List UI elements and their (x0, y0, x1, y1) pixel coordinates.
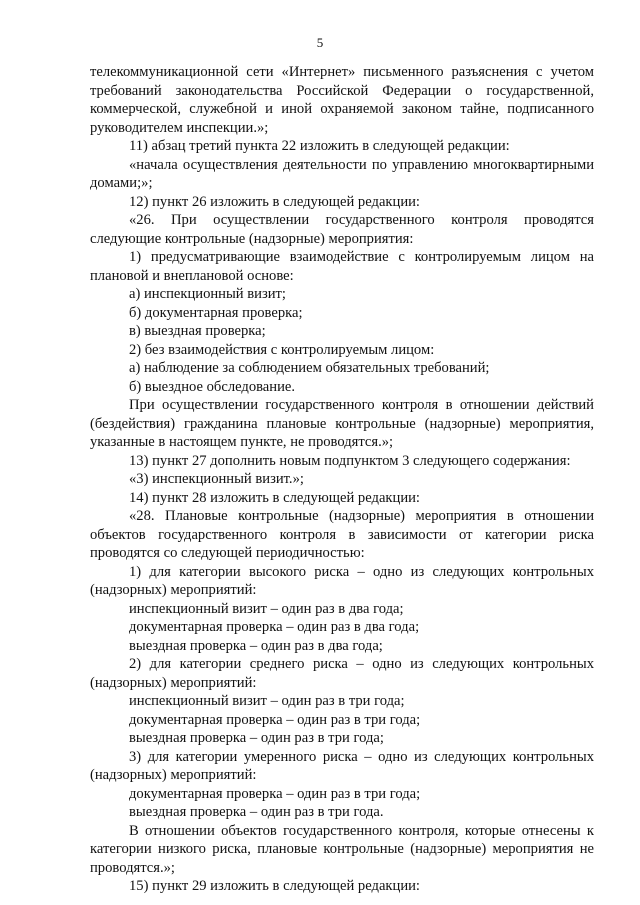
paragraph: 2) без взаимодействия с контролируемым лицом: (129, 341, 435, 358)
paragraph: «28. Плановые контрольные (надзорные) мероприятия в отношении объектов государственного контроля в зависимости от категории риска проводятся со следующей периодичностью: (90, 508, 594, 561)
paragraph: документарная проверка – один раз в три года; (129, 785, 421, 802)
page-number: 5 (316, 35, 324, 50)
paragraph: а) наблюдение за соблюдением обязательных требований; (129, 360, 490, 376)
paragraph: При осуществлении государственного контроля в отношении действий (бездействия) гражданина плановые контрольные (надзорные) мероприятия, указанные в настоящем пункте, не проводятся.»; (90, 397, 594, 450)
paragraph: «начала осуществления деятельности по управлению многоквартирными домами;»; (90, 156, 594, 191)
paragraph: 1) для категории высокого риска – одно из следующих контрольных (надзорных) мероприятий: (90, 563, 594, 598)
paragraph: в) выездная проверка; (129, 323, 266, 339)
paragraph: 12) пункт 26 изложить в следующей редакции: (129, 193, 420, 210)
paragraph: 11) абзац третий пункта 22 изложить в следующей редакции: (129, 138, 510, 154)
paragraph: выездная проверка – один раз в два года; (129, 637, 383, 654)
paragraph: 14) пункт 28 изложить в следующей редакции: (129, 489, 420, 506)
paragraph: б) документарная проверка; (129, 304, 303, 321)
paragraph: а) инспекционный визит; (129, 286, 286, 302)
paragraph: выездная проверка – один раз в три года; (129, 730, 384, 746)
paragraph: документарная проверка – один раз в два года; (129, 619, 420, 635)
paragraph: 13) пункт 27 дополнить новым подпунктом 3 следующего содержания: (129, 452, 571, 469)
paragraph: В отношении объектов государственного контроля, которые отнесены к категории низкого риска, плановые контрольные (надзорные) мероприятия не проводятся.»; (90, 822, 594, 876)
paragraph: документарная проверка – один раз в три года; (129, 711, 421, 728)
paragraph: телекоммуникационной сети «Интернет» письменного разъяснения с учетом требований законодательства Российской Федерации о государственной, коммерческой, служебной и иной охраняемой законом тайне, подписанного руководителем инспекции.»; (90, 64, 594, 136)
paragraph: «26. При осуществлении государственного контроля проводятся следующие контрольные (надзорные) мероприятия: (90, 212, 594, 247)
paragraph: инспекционный визит – один раз в три года; (129, 693, 405, 709)
paragraph: «3) инспекционный визит.»; (129, 471, 304, 487)
paragraph: 2) для категории среднего риска – одно из следующих контрольных (надзорных) мероприятий: (90, 656, 594, 691)
paragraph: б) выездное обследование. (129, 378, 296, 395)
paragraph: 3) для категории умеренного риска – одно из следующих контрольных (надзорных) мероприятий: (90, 748, 594, 783)
paragraph: инспекционный визит – один раз в два года; (129, 600, 404, 617)
paragraph: 1) предусматривающие взаимодействие с контролируемым лицом на плановой и внеплановой основе: (90, 249, 594, 284)
document-body (90, 63, 594, 896)
paragraph: выездная проверка – один раз в три года. (129, 804, 384, 820)
paragraph: 15) пункт 29 изложить в следующей редакции: (129, 878, 420, 894)
